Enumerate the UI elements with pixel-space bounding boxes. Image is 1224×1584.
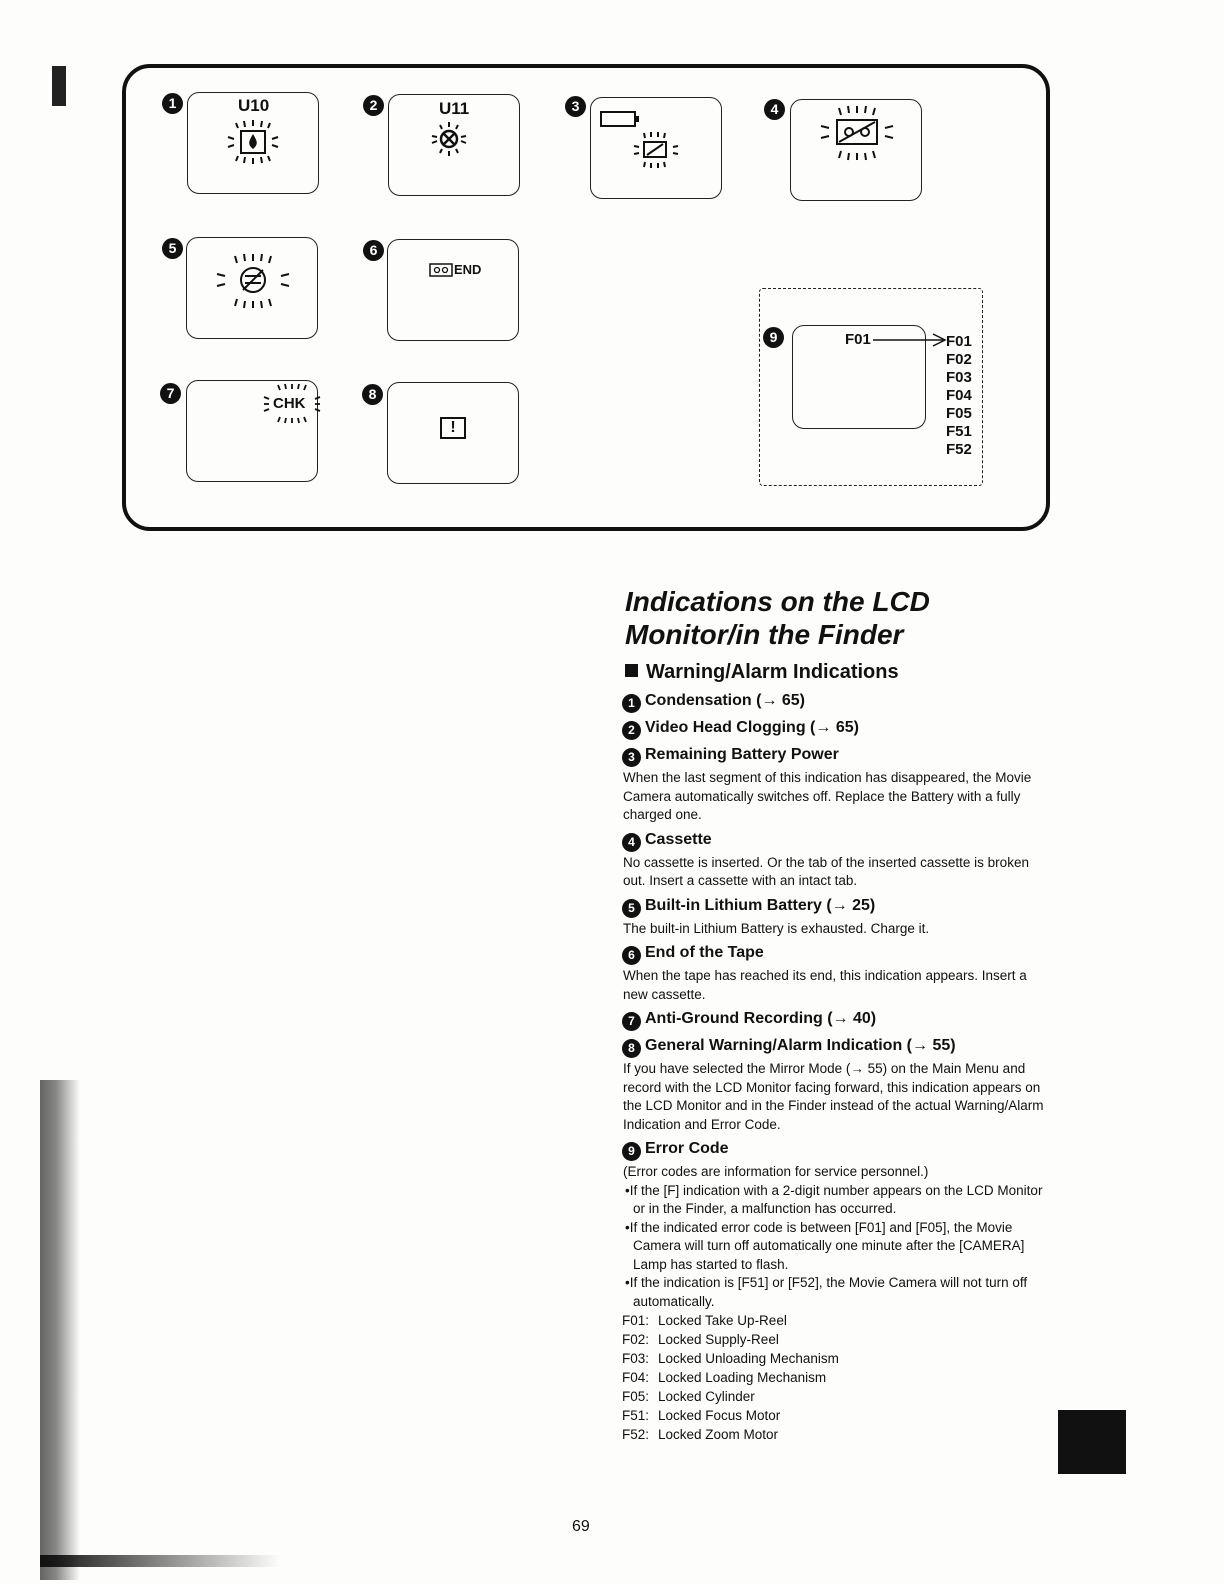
lithium-battery-icon [213,252,293,310]
item-number: 6 [622,946,641,965]
item-heading [622,1137,1052,1161]
item-heading [622,1007,1052,1031]
panel-label: U11 [439,99,470,118]
error-code-list [946,333,972,459]
code-row [622,1387,1052,1406]
code-desc: Locked Focus Motor [658,1408,781,1423]
section-heading-text: Warning/Alarm Indications [646,661,899,683]
item-heading [622,689,1052,713]
battery-icon [600,110,640,128]
cassette-icon [819,104,895,162]
panel-label: CHK [273,395,306,412]
panel-label: F01 [845,331,871,348]
error-code: F03 [946,369,972,386]
error-code: F51 [946,423,972,440]
blinking-battery-icon [631,130,681,170]
callout-number: 4 [764,99,785,120]
tape-end-icon [429,263,453,277]
code-row [622,1311,1052,1330]
code-row [622,1349,1052,1368]
item-description: When the last segment of this indication has disappeared, the Movie Camera automatically switches off. Replace the Battery with a fully charged one. [623,770,1032,822]
condensation-icon [226,119,280,165]
item-description: If you have selected the Mirror Mode (→ 55) on the Main Menu and record with the LCD Monitor facing forward, this indication appears on the LCD Monitor and in the Finder instead of the actual Warning/Alarm Indication and Error Code. [623,1061,1044,1132]
item-heading [622,1034,1052,1058]
code-desc: Locked Supply-Reel [658,1332,779,1347]
item-description: The built-in Lithium Battery is exhausted. Charge it. [623,920,930,936]
item-number: 4 [622,833,641,852]
code-desc: Locked Take Up-Reel [658,1313,787,1328]
panel-label: U10 [238,96,270,115]
indication-panel-lithium-battery [186,237,318,339]
item-number: 8 [622,1039,641,1058]
callout-number: 5 [162,238,183,259]
item-description: When the tape has reached its end, this indication appears. Insert a new cassette. [623,968,1027,1002]
item-heading-text: Video Head Clogging (→ 65) [645,719,859,736]
item-number: 3 [622,748,641,767]
code-row [622,1368,1052,1387]
item-heading [622,894,1052,918]
section-heading [625,659,1052,685]
indication-panel-anti-ground [186,380,318,482]
error-code: F52 [946,441,972,458]
item-heading-text: Cassette [645,830,712,848]
indication-panel-condensation [187,92,319,194]
error-code: F02 [946,351,972,368]
callout-number: 8 [362,384,383,405]
item-heading-text: Remaining Battery Power [645,746,839,763]
item-heading-text: Condensation (→ 65) [645,692,806,709]
bullet-item: •If the indication is [F51] or [F52], the Movie Camera will not turn off automatically. [625,1275,1028,1309]
indication-panel-battery [590,97,722,199]
arrow-icon [873,333,949,347]
error-code: F05 [946,405,972,422]
title-line: Indications on the LCD [625,586,930,617]
title-line: Monitor/in the Finder [625,619,904,650]
code-desc: Locked Loading Mechanism [658,1370,827,1385]
item-number: 2 [622,721,641,740]
code-id: F02: [622,1332,650,1347]
callout-number: 1 [162,93,183,114]
page-number: 69 [572,1518,590,1535]
error-code: F04 [946,387,972,404]
code-id: F05: [622,1389,650,1404]
item-heading-text: End of the Tape [645,944,764,961]
callout-number: 3 [565,96,586,117]
item-number: 1 [622,694,641,713]
item-heading-text: Anti-Ground Recording (→ 40) [645,1010,877,1027]
bullet-item: •If the [F] indication with a 2-digit number appears on the LCD Monitor or in the Finder, a malfunction has occurred. [625,1182,1043,1216]
indication-panel-tape-end [387,239,519,341]
item-number: 9 [622,1142,641,1161]
callout-number: 9 [763,327,784,348]
item-description: No cassette is inserted. Or the tab of the inserted cassette is broken out. Insert a cassette with an intact tab. [623,854,1029,888]
item-heading [622,716,1052,740]
code-id: F03: [622,1351,650,1366]
code-row [622,1406,1052,1425]
item-number: 5 [622,899,641,918]
callout-number: 7 [160,383,181,404]
item-heading [622,743,1052,767]
callout-number: 6 [363,240,384,261]
code-id: F51: [622,1408,650,1423]
head-clog-icon [429,121,469,157]
indication-panel-cassette [790,99,922,201]
code-row [622,1425,1052,1444]
item-heading-text: General Warning/Alarm Indication (→ 55) [645,1037,956,1054]
indication-panel-general-warning [387,382,519,484]
scan-artifact [40,1555,280,1567]
item-heading [622,828,1052,852]
text-column [622,585,1052,1444]
code-id: F52: [622,1427,650,1442]
item-heading-text: Built-in Lithium Battery (→ 25) [645,896,876,914]
bullet-item: •If the indicated error code is between [F01] and [F05], the Movie Camera will turn off automatically one minute after the [CAMERA] Lamp has started to flash. [625,1219,1025,1272]
code-desc: Locked Zoom Motor [658,1427,779,1442]
item-heading [622,941,1052,965]
item-description: (Error codes are information for service personnel.) [623,1164,929,1179]
code-id: F04: [622,1370,650,1385]
chapter-tab [1058,1410,1126,1474]
page-title [625,585,1052,651]
scan-artifact [40,1080,80,1580]
code-row [622,1330,1052,1349]
panel-label: END [454,262,482,277]
callout-number: 2 [363,95,384,116]
scan-artifact [52,66,66,106]
indication-panel-head-clog [388,94,520,196]
code-desc: Locked Cylinder [658,1389,755,1404]
error-code: F01 [946,333,972,350]
item-number: 7 [622,1012,641,1031]
square-bullet-icon [625,664,638,677]
code-desc: Locked Unloading Mechanism [658,1351,839,1366]
code-id: F01: [622,1313,650,1328]
warning-box-icon: ! [440,417,466,439]
item-heading-text: Error Code [645,1140,729,1157]
